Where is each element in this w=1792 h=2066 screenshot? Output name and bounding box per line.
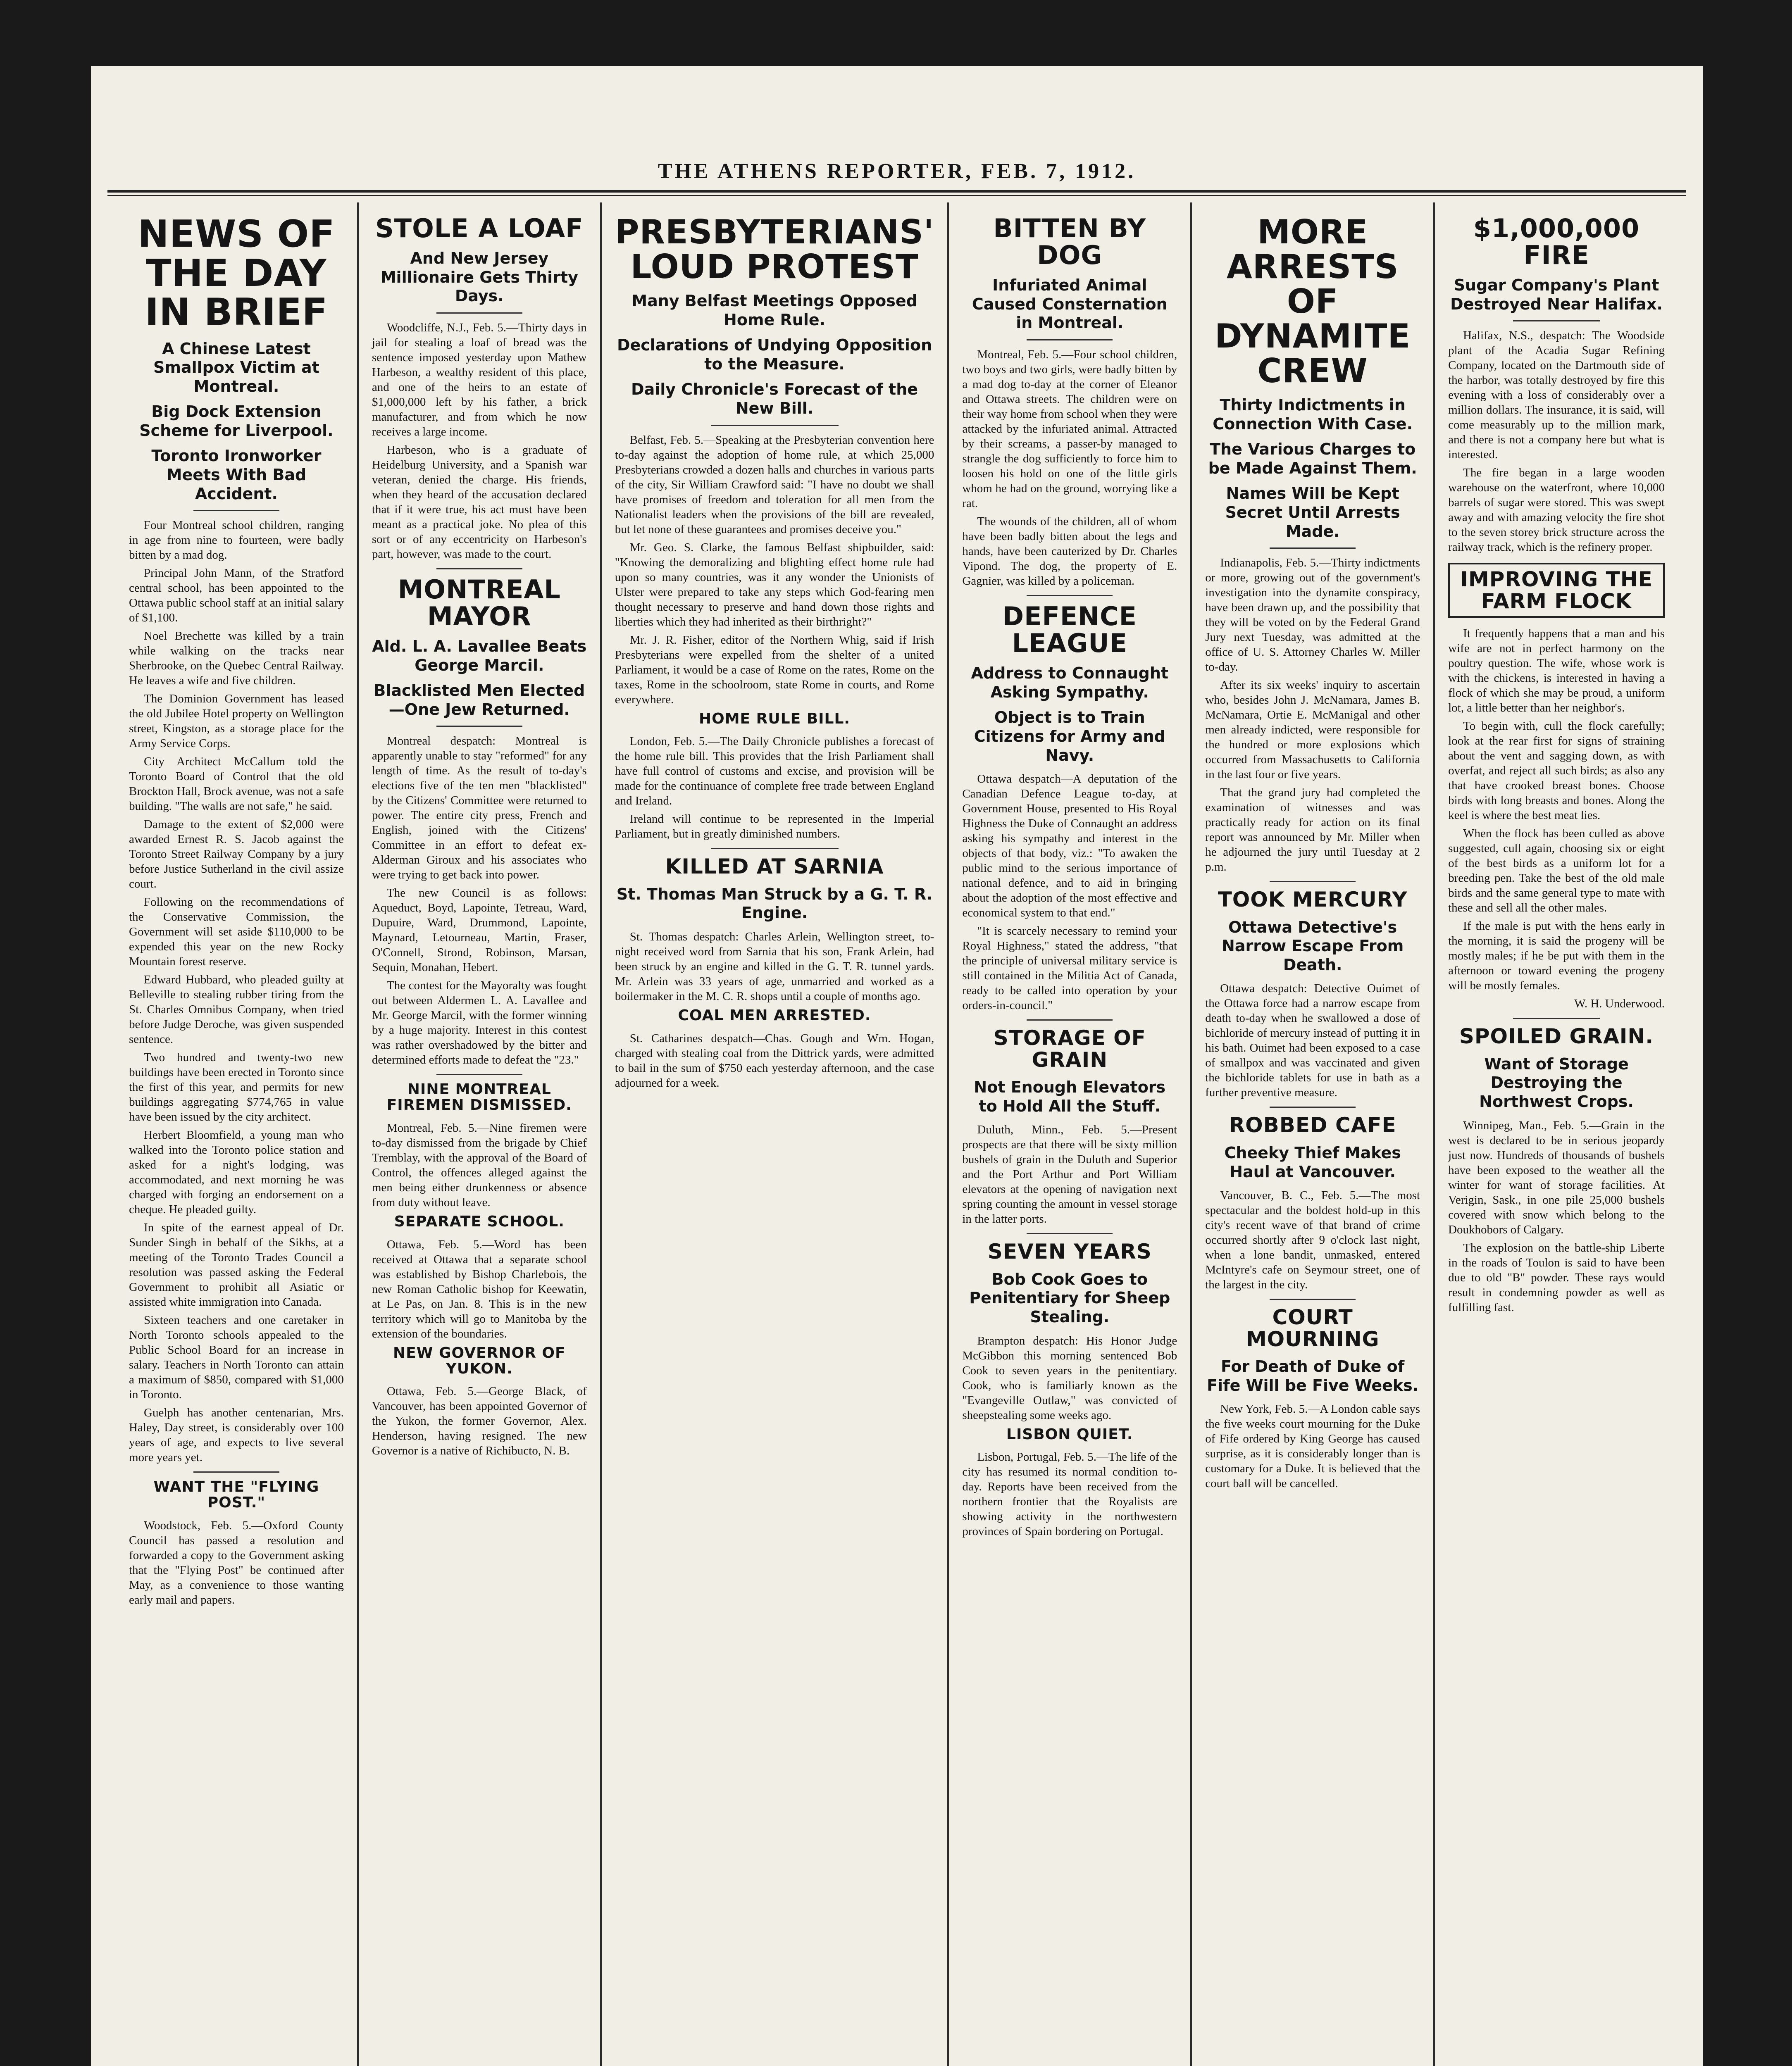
headline-coal-men: COAL MEN ARRESTED.: [678, 1007, 871, 1024]
headline-presbyterians: PRESBYTERIANS' LOUD PROTEST: [615, 213, 934, 286]
paragraph: In spite of the earnest appeal of Dr. Sunder Singh in behalf of the Sikhs, at a meeting of the Toronto Trades Council a resolution was passed asking the Federal Government to prohibit all Asiatic or assisted white immigration into Canada.: [129, 1221, 344, 1309]
paragraph: Ottawa despatch—A deputation of the Canadian Defence League to-day, at Government House, presented to His Royal Highness the Duke of Connaught an address asking his sympathy and interest in the objects of that body, viz.: "To awaken the public mind to the serious importance of national defence, and to aid in bringing about the adoption of the most effective and economical system to that end.": [962, 772, 1177, 920]
paragraph: New York, Feb. 5.—A London cable says the five weeks court mourning for the Duke of Fife ordered by King George has caused surprise, as it is considerably longer than is customary for a Duke. It is believed that the court ball will be cancelled.: [1205, 1402, 1420, 1490]
paragraph: Sixteen teachers and one caretaker in North Toronto schools appealed to the Public School Board for an increase in salary. Teachers in North Toronto can attain a maximum of $850, compared with $1,000 in Toronto.: [129, 1314, 344, 1402]
paragraph: The new Council is as follows: Aqueduct, Boyd, Lapointe, Tetreau, Ward, Dupuire, Ward, Drummond, Lapointe, Maynard, Letourneau, Martin, Fraser, O'Connell, Strond, Robinson, Marsan, Sequin, Monahan, Hebert.: [372, 886, 587, 974]
deck: Blacklisted Men Elected—One Jew Returned.: [374, 681, 585, 719]
paragraph: Four Montreal school children, ranging in age from nine to fourteen, were badly bitten by a mad dog.: [129, 519, 344, 562]
divider: [436, 1074, 522, 1075]
divider: [1027, 595, 1113, 596]
paragraph: Mr. J. R. Fisher, editor of the Northern Whig, said if Irish Presbyterians were expelled from the shelter of a united Parliament, it would be a case of Rome on the rates, Rome on the taxes, Rome in the schoolroom, state Rome in courts, and Rome everywhere.: [615, 633, 934, 706]
deck: Thirty Indictments in Connection With Case.: [1213, 396, 1413, 433]
deck: Not Enough Elevators to Hold All the Stuff.: [974, 1078, 1166, 1115]
column-5: [1192, 202, 1435, 2066]
deck: St. Thomas Man Struck by a G. T. R. Engine.: [616, 885, 933, 922]
column-6: [1435, 202, 1678, 2066]
deck: Toronto Ironworker Meets With Bad Accident.: [151, 447, 322, 503]
paragraph: Noel Brechette was killed by a train while walking on the tracks near Sherbrooke, on the Quebec Central Railway. He leaves a wife and five children.: [129, 629, 344, 688]
paragraph: St. Thomas despatch: Charles Arlein, Wellington street, to-night received word from Sarnia that his son, Frank Arlein, had been struck by an engine and killed in the G. T. R. tunnel yards. Mr. Arlein was 33 years of age, unmarried and worked as a boilermaker in the M. C. R. shops until a couple of months ago.: [615, 930, 934, 1003]
paragraph: The wounds of the children, all of whom have been badly bitten about the legs and hands, have been cauterized by Dr. Charles Vipond. The dog, the property of E. Gagnier, was killed by a policeman.: [962, 514, 1177, 588]
headline-defence-league: DEFENCE LEAGUE: [1002, 601, 1137, 659]
paragraph: Lisbon, Portugal, Feb. 5.—The life of the city has resumed its normal condition to-day. Reports have been received from the northern frontier that the Royalists are showing activity in the northwestern provinces of Spain bordering on Portugal.: [962, 1450, 1177, 1538]
masthead-rule-thin: [107, 195, 1686, 196]
divider: [436, 726, 522, 727]
headline-bitten-by-dog: BITTEN BY DOG: [993, 213, 1146, 271]
divider: [1270, 881, 1356, 882]
headline-separate-school: SEPARATE SCHOOL.: [394, 1213, 565, 1231]
paragraph: Woodcliffe, N.J., Feb. 5.—Thirty days in jail for stealing a loaf of bread was the sentence imposed yesterday upon Mathew Harbeson, a wealthy resident of this place, and one of the heirs to an estate of $1,000,000 left by his father, a brick manufacturer, and from which he now receives a large income.: [372, 321, 587, 438]
headline-stole-a-loaf: STOLE A LOAF: [375, 213, 584, 243]
paragraph: Woodstock, Feb. 5.—Oxford County Council has passed a resolution and forwarded a copy to the Government asking that the "Flying Post" be continued after May, as a convenience to those wanting early mail and papers.: [129, 1519, 344, 1607]
paragraph: Ireland will continue to be represented in the Imperial Parliament, but in greatly diminished numbers.: [615, 812, 934, 841]
paragraph: St. Catharines despatch—Chas. Gough and Wm. Hogan, charged with stealing coal from the Dittrick yards, were admitted to bail in the sum of $750 each yesterday afternoon, and the case adjourned for a week.: [615, 1031, 934, 1090]
paragraph: Two hundred and twenty-two new buildings have been erected in Toronto since the first of this year, and permits for new buildings aggregating $774,765 in value have been issued by the city architect.: [129, 1051, 344, 1124]
headline-news-in-brief: NEWS OF THE DAY IN BRIEF: [138, 212, 335, 334]
headline-seven-years: SEVEN YEARS: [987, 1240, 1152, 1264]
paragraph: Montreal, Feb. 5.—Nine firemen were to-day dismissed from the brigade by Chief Tremblay, with the approval of the Board of Control, the offences alleged against the men being either drunkenness or absence from duty without leave.: [372, 1121, 587, 1209]
deck: Daily Chronicle's Forecast of the New Bill.: [631, 380, 918, 417]
masthead: THE ATHENS REPORTER, FEB. 7, 1912.: [658, 159, 1136, 183]
columns: [116, 202, 1678, 2066]
paragraph: Damage to the extent of $2,000 were awarded Ernest R. S. Jacob against the Toronto Street Railway Company by a jury before Justice Sutherland in the civil assize court.: [129, 818, 344, 891]
deck: And New Jersey Millionaire Gets Thirty Days.: [380, 249, 578, 305]
divider: [193, 1471, 279, 1473]
paragraph: The explosion on the battle-ship Liberte in the roads of Toulon is said to have been due to old "B" powder. These rays would result in condemning powder as well as fulfilling fast.: [1448, 1241, 1665, 1314]
paragraph: It frequently happens that a man and his wife are not in perfect harmony on the poultry question. The wife, whose work is with the chickens, is interested in having a flock of which she may be proud, a uniform lot, a little better than her neighbor's.: [1448, 627, 1665, 715]
divider: [193, 510, 279, 511]
paragraph: Harbeson, who is a graduate of Heidelburg University, and a Spanish war veteran, denied the charge. His friends, when they heard of the accusation declared that if it were true, his act must have been meant as a practical joke. No plea of this sort or of any eccentricity on Harbeson's part, however, was made to the court.: [372, 443, 587, 561]
paragraph: Brampton despatch: His Honor Judge McGibbon this morning sentenced Bob Cook to seven years in the penitentiary. Cook, who is familiarly known as the "Evangeville Outlaw," was convicted of sheepstealing some weeks ago.: [962, 1334, 1177, 1422]
column-3: [602, 202, 949, 2066]
deck: Want of Storage Destroying the Northwest Crops.: [1479, 1054, 1634, 1111]
paragraph: To begin with, cull the flock carefully; look at the rear first for signs of straining about the vent and sagging down, as with overfat, and reject all such birds; as also any that have crooked breast bones. Choose birds with long breasts and bones. Along the keel is where the best meat lies.: [1448, 719, 1665, 822]
divider: [1027, 339, 1113, 340]
paragraph: Halifax, N.S., despatch: The Woodside plant of the Acadia Sugar Refining Company, located on the Dartmouth side of the harbor, was totally destroyed by fire this evening with a loss of considerably over a million dollars. The insurance, it is said, will come measurably up to the million mark, and there is not a company here but what is interested.: [1448, 329, 1665, 462]
divider: [1270, 547, 1356, 549]
divider: [436, 312, 522, 314]
paragraph: The contest for the Mayoralty was fought out between Aldermen L. A. Lavallee and Mr. George Marcil, with the former winning by a huge majority. Interest in this contest was rather overshadowed by the bitter and determined efforts made to defeat the "23.": [372, 979, 587, 1067]
deck: A Chinese Latest Smallpox Victim at Montreal.: [153, 339, 319, 395]
deck: Object is to Train Citizens for Army and Navy.: [974, 708, 1165, 764]
headline-storage-of-grain: STORAGE OF GRAIN: [993, 1026, 1146, 1072]
paragraph: Following on the recommendations of the Conservative Commission, the Government will set aside $110,000 to be expended this year on the new Rocky Mountain forest reserve.: [129, 895, 344, 969]
divider: [1027, 1019, 1113, 1021]
divider: [1513, 1018, 1600, 1019]
divider: [711, 848, 839, 849]
paragraph: Montreal, Feb. 5.—Four school children, two boys and two girls, were badly bitten by a mad dog to-day at the corner of Eleanor and Ottawa streets. The children were on their way home from school when they were attacked by the infuriated animal. Attracted by their screams, a passer-by managed to strangle the dog sufficiently to force him to loosen his hold on one of the little girls whom he had on the ground, worrying like a rat.: [962, 348, 1177, 510]
headline-dynamite-crew: MORE ARRESTS OF DYNAMITE CREW: [1215, 213, 1411, 390]
paragraph: Herbert Bloomfield, a young man who walked into the Toronto police station and asked for a night's lodging, was accommodated, and next morning he was charged with forging an endorsement on a cheque. He pleaded guilty.: [129, 1128, 344, 1216]
paragraph: The fire began in a large wooden warehouse on the waterfront, where 10,000 barrels of sugar were stored. This was swept away and with amazing velocity the fire shot to the seven storey brick structure across the railway track, which is the refinery proper.: [1448, 466, 1665, 554]
headline-killed-at-sarnia: KILLED AT SARNIA: [665, 854, 884, 879]
deck: Names Will be Kept Secret Until Arrests Made.: [1225, 484, 1400, 540]
column-2: [359, 202, 602, 2066]
headline-montreal-mayor: MONTREAL MAYOR: [398, 574, 561, 631]
newspaper-page: [91, 66, 1703, 2066]
headline-court-mourning: COURT MOURNING: [1246, 1305, 1380, 1351]
paragraph: London, Feb. 5.—The Daily Chronicle publishes a forecast of the home rule bill. This provides that the Irish Parliament shall have full control of customs and excise, and provision will be made for the continuance of complete free trade between England and Ireland.: [615, 735, 934, 808]
divider: [436, 568, 522, 569]
paragraph: The Dominion Government has leased the old Jubilee Hotel property on Wellington street, Kingston, as a storage place for the Army Service Corps.: [129, 692, 344, 750]
deck: Ottawa Detective's Narrow Escape From Death.: [1222, 918, 1404, 974]
headline-home-rule-bill: HOME RULE BILL.: [699, 710, 851, 727]
paragraph: Montreal despatch: Montreal is apparently unable to stay "reformed" for any length of time. As the result of to-day's elections five of the ten men "blacklisted" by the Citizens' Committee were returned to power. The entire city press, French and English, joined with the Citizens' Committee in an effort to defeat ex-Alderman Giroux and his associates who were trying to get back into power.: [372, 734, 587, 882]
paragraph: Mr. Geo. S. Clarke, the famous Belfast shipbuilder, said: "Knowing the demoralizing and blighting effect home rule had upon so many countries, was it any wonder the Unionists of Ulster were prepared to take any steps which God-fearing men thought necessary to preserve and hand down those rights and liberties which they had inherited as their birthright?": [615, 540, 934, 628]
paragraph: Winnipeg, Man., Feb. 5.—Grain in the west is declared to be in serious jeopardy just now. Hundreds of thousands of bushels have been exposed to the weather all the winter for want of storage facilities. At Verigin, Sask., in one pile 25,000 bushels covered with snow which belong to the Doukhobors of Calgary.: [1448, 1119, 1665, 1236]
paragraph: After its six weeks' inquiry to ascertain who, besides John J. McNamara, James B. McNamara, Ortie E. McManigal and other men already indicted, were responsible for the hundred or more explosions which occurred from Massachusetts to California in the last four or five years.: [1205, 678, 1420, 781]
paragraph: Indianapolis, Feb. 5.—Thirty indictments or more, growing out of the government's investigation into the dynamite conspiracy, have been drawn up, and the possibility that they will be voted on by the Federal Grand Jury next Tuesday, was admitted at the office of U. S. Attorney Charles W. Miller to-day.: [1205, 556, 1420, 674]
headline-flying-post: WANT THE "FLYING POST.": [153, 1478, 319, 1511]
deck: For Death of Duke of Fife Will be Five Weeks.: [1207, 1357, 1419, 1395]
deck: Cheeky Thief Makes Haul at Vancouver.: [1224, 1143, 1401, 1181]
deck: Bob Cook Goes to Penitentiary for Sheep Stealing.: [969, 1270, 1170, 1326]
column-4: [949, 202, 1192, 2066]
paragraph: Duluth, Minn., Feb. 5.—Present prospects are that there will be sixty million bushels of grain in the Duluth and Superior and the Port Arthur and Port William elevators at the opening of navigation next spring counting the amount in vessel storage in the latter ports.: [962, 1123, 1177, 1226]
headline-firemen-dismissed: NINE MONTREAL FIREMEN DISMISSED.: [386, 1081, 572, 1114]
paragraph: Ottawa despatch: Detective Ouimet of the Ottawa force had a narrow escape from death to-day when he swallowed a dose of bichloride of mercury instead of putting it in his bath. Ouimet had been exposed to a case of smallpox and was vaccinated and given the bichloride tablets for use in bath as a further preventive measure.: [1205, 982, 1420, 1100]
headline-robbed-cafe: ROBBED CAFE: [1229, 1113, 1396, 1138]
deck: Sugar Company's Plant Destroyed Near Halifax.: [1450, 276, 1663, 313]
paragraph: If the male is put with the hens early in the morning, it is said the progeny will be mostly males; if he be put with them in the afternoon or toward evening the progeny will be mostly females.: [1448, 919, 1665, 993]
divider: [711, 425, 839, 426]
paragraph: "It is scarcely necessary to remind your Royal Highness," stated the address, "that the principle of universal military service is still contained in the Militia Act of Canada, ready to be called into operation by your orders-in-council.": [962, 924, 1177, 1012]
paragraph: When the flock has been culled as above suggested, cull again, choosing six or eight of the best birds as a uniform lot for a breeding pen. Take the best of the old male birds and the same general type to mate with these and sell all the other males.: [1448, 827, 1665, 915]
deck: Big Dock Extension Scheme for Liverpool.: [139, 402, 334, 440]
deck: Address to Connaught Asking Sympathy.: [971, 664, 1169, 701]
paragraph: Ottawa, Feb. 5.—George Black, of Vancouver, has been appointed Governor of the Yukon, the former Governor, Alex. Henderson, having resigned. The new Governor is a native of Richibucto, N. B.: [372, 1385, 587, 1458]
signature: W. H. Underwood.: [1574, 997, 1665, 1011]
masthead-rule: [107, 190, 1686, 193]
deck: The Various Charges to be Made Against Them.: [1208, 440, 1417, 477]
headline-took-mercury: TOOK MERCURY: [1218, 888, 1408, 912]
paragraph: City Architect McCallum told the Toronto Board of Control that the old Brockton Hall, Brock avenue, was not a safe building. "The walls are not safe," he said.: [129, 755, 344, 813]
divider: [1027, 1233, 1113, 1234]
divider: [1513, 320, 1600, 321]
deck: Ald. L. A. Lavallee Beats George Marcil.: [372, 637, 587, 674]
paragraph: Belfast, Feb. 5.—Speaking at the Presbyterian convention here to-day against the adoption of home rule, at which 25,000 Presbyterians crowded a dozen halls and churches in various parts of the city, Sir William Crawford said: "I have no doubt we shall have promises of freedom and toleration for all men from the Nationalist leaders when the provisions of the bill are revealed, but let none of these guarantees and promises deceive you.": [615, 433, 934, 536]
paragraph: That the grand jury had completed the examination of witnesses and was practically ready for action on its final report was announced by Mr. Miller when he adjourned the jury until Tuesday at 2 p.m.: [1205, 786, 1420, 874]
headline-farm-flock: IMPROVING THE FARM FLOCK: [1460, 567, 1653, 613]
paragraph: Vancouver, B. C., Feb. 5.—The most spectacular and the boldest hold-up in this city's recent wave of that brand of crime occurred shortly after 9 o'clock last night, when a lone bandit, unmasked, entered McIntyre's cafe on Seymour street, one of the largest in the city.: [1205, 1189, 1420, 1292]
paragraph: Edward Hubbard, who pleaded guilty at Belleville to stealing rubber tiring from the St. Charles Omnibus Company, when tried before Judge Deroche, was given suspended sentence.: [129, 973, 344, 1046]
deck: Infuriated Animal Caused Consternation in Montreal.: [972, 276, 1168, 332]
paragraph: Guelph has another centenarian, Mrs. Haley, Day street, is considerably over 100 years of age, and expects to live several more years yet.: [129, 1406, 344, 1464]
farm-flock-box: [1448, 563, 1665, 618]
headline-governor-yukon: NEW GOVERNOR OF YUKON.: [393, 1344, 566, 1377]
paragraph: Principal John Mann, of the Stratford central school, has been appointed to the Ottawa public school staff at an initial salary of $1,100.: [129, 566, 344, 625]
column-1: [116, 202, 359, 2066]
divider: [1270, 1107, 1356, 1108]
headline-lisbon-quiet: LISBON QUIET.: [1006, 1426, 1133, 1443]
divider: [1270, 1299, 1356, 1300]
headline-million-fire: $1,000,000 FIRE: [1473, 213, 1640, 271]
deck: Many Belfast Meetings Opposed Home Rule.: [631, 292, 917, 329]
paragraph: Ottawa, Feb. 5.—Word has been received at Ottawa that a separate school was established by Bishop Charlebois, the new Roman Catholic bishop for Keewatin, at Le Pas, on Jan. 8. This is in the new territory which will go to Manitoba by the extension of the boundaries.: [372, 1238, 587, 1340]
deck: Declarations of Undying Opposition to the Measure.: [617, 336, 932, 373]
headline-spoiled-grain: SPOILED GRAIN.: [1459, 1024, 1654, 1049]
